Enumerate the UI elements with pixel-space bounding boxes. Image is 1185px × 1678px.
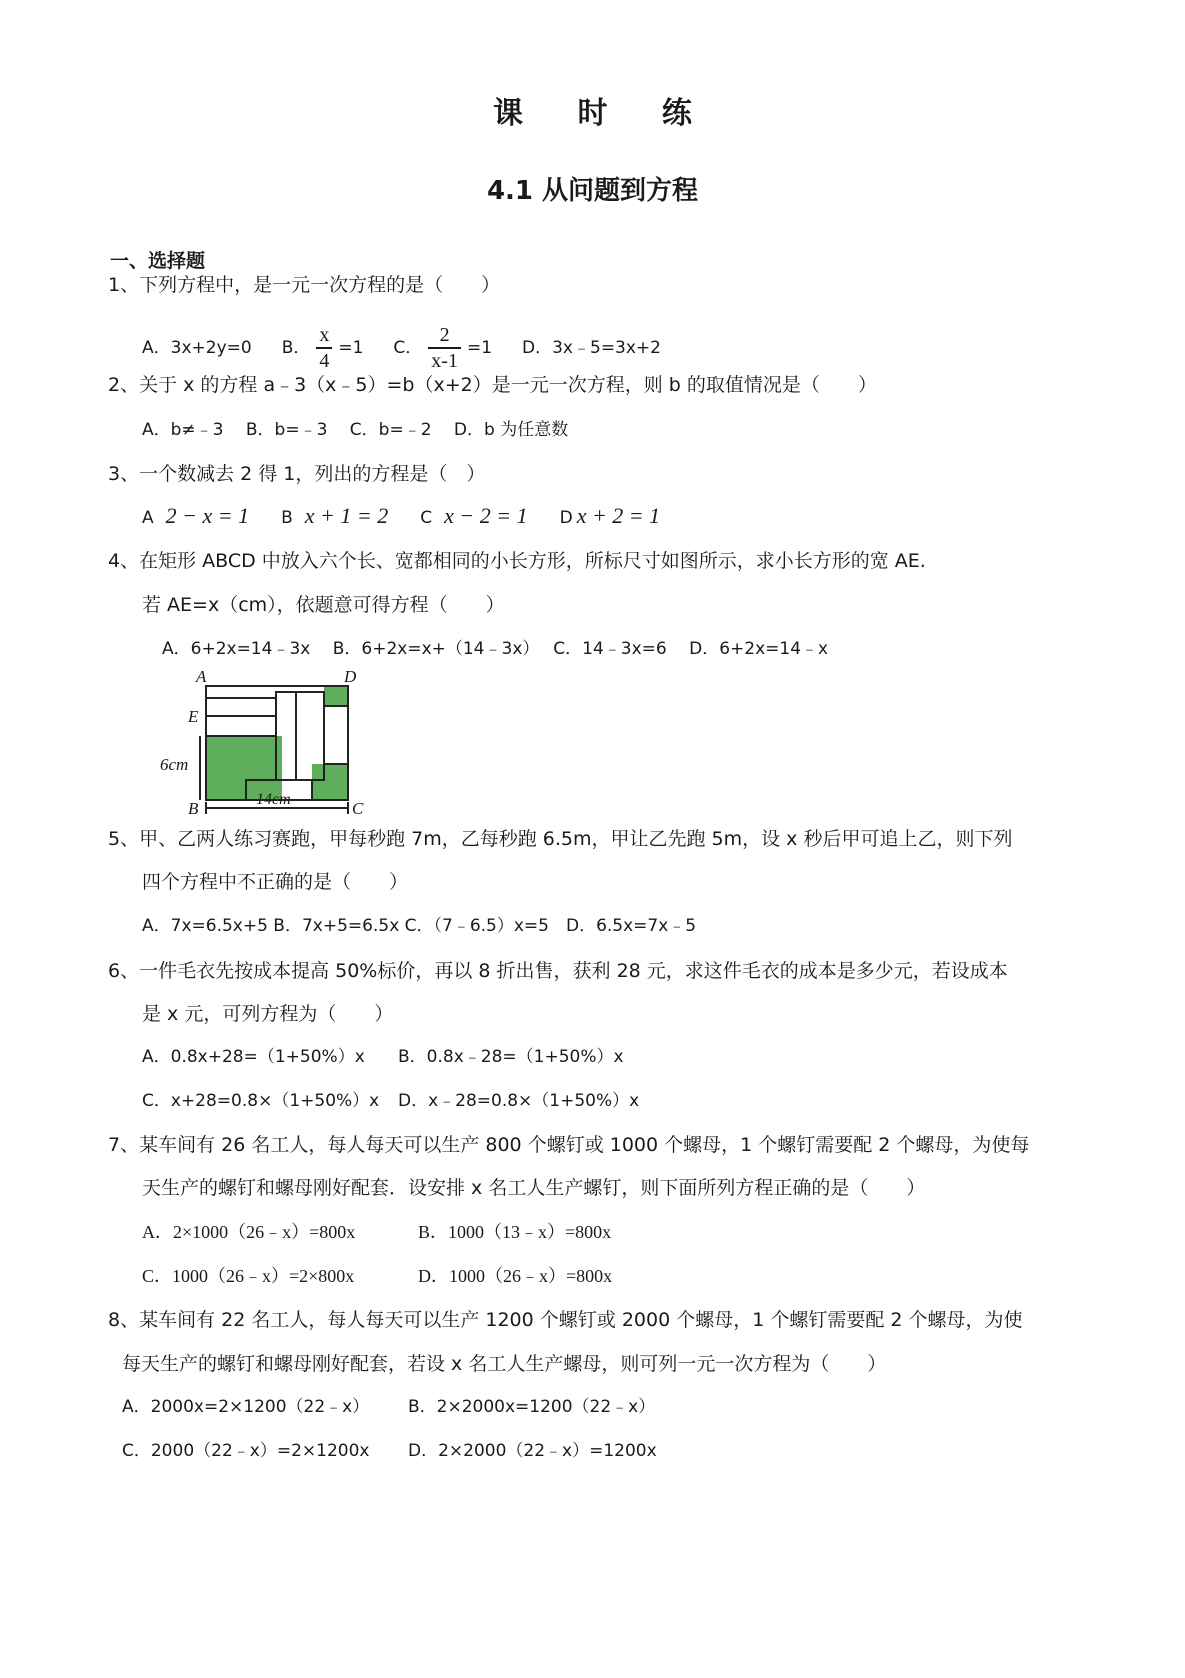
shaded-region-top-right xyxy=(324,686,348,706)
q6-option-c: C．x+28=0.8×（1+50%）x xyxy=(142,1091,380,1111)
question-2-stem: 2、关于 x 的方程 a﹣3（x﹣5）=b（x+2）是一元一次方程，则 b 的取值情况是（ ） xyxy=(108,374,877,396)
q1-b-denominator: 4 xyxy=(319,350,330,372)
q3-option-a-label: A xyxy=(142,508,154,528)
q3-option-b-label: B xyxy=(281,508,293,528)
question-7-stem-line2: 天生产的螺钉和螺母刚好配套．设安排 x 名工人生产螺钉，则下面所列方程正确的是（ ） xyxy=(142,1177,926,1199)
rectangle-figure xyxy=(160,668,400,828)
question-3-stem: 3、一个数减去 2 得 1，列出的方程是（ ） xyxy=(108,463,486,485)
label-a: A xyxy=(196,668,207,686)
q6-option-b: B．0.8x﹣28=（1+50%）x xyxy=(398,1047,624,1067)
small-rect-1 xyxy=(206,698,276,716)
lesson-title: 4.1 从问题到方程 xyxy=(486,176,699,206)
question-5-options: A．7x=6.5x+5 B．7x+5=6.5x C．（7﹣6.5）x=5 D．6.5x=7x﹣5 xyxy=(142,916,697,936)
q1-option-d: D．3x﹣5=3x+2 xyxy=(522,338,661,358)
question-1-stem: 1、下列方程中，是一元一次方程的是（ ） xyxy=(108,274,501,296)
question-4-options: A．6+2x=14﹣3x B．6+2x=x+（14﹣3x） C．14﹣3x=6 D．6+2x=14﹣x xyxy=(162,639,829,659)
question-2-options: A．b≠﹣3 B．b=﹣3 C．b=﹣2 D．b 为任意数 xyxy=(142,420,569,440)
q3-option-c-label: C xyxy=(420,508,433,528)
question-6-stem-line2: 是 x 元，可列方程为（ ） xyxy=(142,1003,394,1025)
section-heading: 一、选择题 xyxy=(110,250,206,272)
small-rect-5 xyxy=(324,706,348,764)
q3-option-d-expr: x + 2 = 1 xyxy=(576,503,661,528)
q1-b-numerator: x xyxy=(316,323,332,349)
q1-option-c-label: C． xyxy=(393,338,423,358)
label-d: D xyxy=(344,668,357,686)
question-5-stem-line2: 四个方程中不正确的是（ ） xyxy=(142,871,409,893)
q7-option-d: D．1000（26﹣x）=800x xyxy=(418,1266,613,1286)
q1-option-c-rest: =1 xyxy=(466,338,493,358)
question-5-stem-line1: 5、甲、乙两人练习赛跑，甲每秒跑 7m，乙每秒跑 6.5m，甲让乙先跑 5m，设 x 秒后甲可追上乙，则下列 xyxy=(108,828,1013,850)
q7-option-b: B．1000（13﹣x）=800x xyxy=(418,1222,612,1242)
q8-option-a: A．2000x=2×1200（22﹣x） xyxy=(122,1397,370,1417)
q1-option-a: A．3x+2y=0 xyxy=(142,338,252,358)
q8-option-d: D．2×2000（22﹣x）=1200x xyxy=(408,1441,657,1461)
q1-option-b-rest: =1 xyxy=(338,338,364,358)
q7-option-c: C．1000（26﹣x）=2×800x xyxy=(142,1266,355,1286)
q3-option-c-expr: x − 2 = 1 xyxy=(444,503,528,528)
label-b: B xyxy=(188,799,199,818)
q7-option-a: A．2×1000（26﹣x）=800x xyxy=(142,1222,356,1242)
question-7-stem-line1: 7、某车间有 26 名工人，每人每天可以生产 800 个螺钉或 1000 个螺母，1 个螺钉需要配 2 个螺母，为使每 xyxy=(108,1134,1030,1156)
label-6cm: 6cm xyxy=(160,755,189,774)
q1-option-b-fraction xyxy=(316,323,332,373)
shaded-region-bottom-right xyxy=(312,764,348,800)
label-e: E xyxy=(188,707,199,726)
question-3-options xyxy=(142,503,660,529)
label-c: C xyxy=(352,799,364,818)
q3-option-a-expr: 2 − x = 1 xyxy=(165,503,250,528)
question-8-stem-line1: 8、某车间有 22 名工人，每人每天可以生产 1200 个螺钉或 2000 个螺母，1 个螺钉需要配 2 个螺母，为使 xyxy=(108,1309,1023,1331)
q6-option-d: D．x﹣28=0.8×（1+50%）x xyxy=(398,1091,640,1111)
q8-option-c: C．2000（22﹣x）=2×1200x xyxy=(122,1441,370,1461)
question-6-stem-line1: 6、一件毛衣先按成本提高 50%标价，再以 8 折出售，获利 28 元，求这件毛衣的成本是多少元，若设成本 xyxy=(108,960,1008,982)
q6-option-a: A．0.8x+28=（1+50%）x xyxy=(142,1047,365,1067)
q3-option-b-expr: x + 1 = 2 xyxy=(304,503,389,528)
q1-option-b-label: B． xyxy=(281,338,311,358)
question-8-stem-line2: 每天生产的螺钉和螺母刚好配套，若设 x 名工人生产螺母，则可列一元一次方程为（ ） xyxy=(122,1353,887,1375)
q1-option-c-fraction xyxy=(428,323,461,373)
q8-option-b: B．2×2000x=1200（22﹣x） xyxy=(408,1397,656,1417)
label-14cm: 14cm xyxy=(256,791,291,808)
q3-option-d-label: D xyxy=(559,508,573,528)
page-title: 课 时 练 xyxy=(493,96,714,131)
question-4-stem-line2: 若 AE=x（cm），依题意可得方程（ ） xyxy=(142,594,505,616)
question-4-stem-line1: 4、在矩形 ABCD 中放入六个长、宽都相同的小长方形，所标尺寸如图所示，求小长方形的宽 AE. xyxy=(108,550,926,572)
q1-c-denominator: x-1 xyxy=(431,350,458,372)
q1-c-numerator: 2 xyxy=(428,323,461,349)
small-rect-2 xyxy=(206,716,276,736)
question-1-options xyxy=(142,320,661,376)
